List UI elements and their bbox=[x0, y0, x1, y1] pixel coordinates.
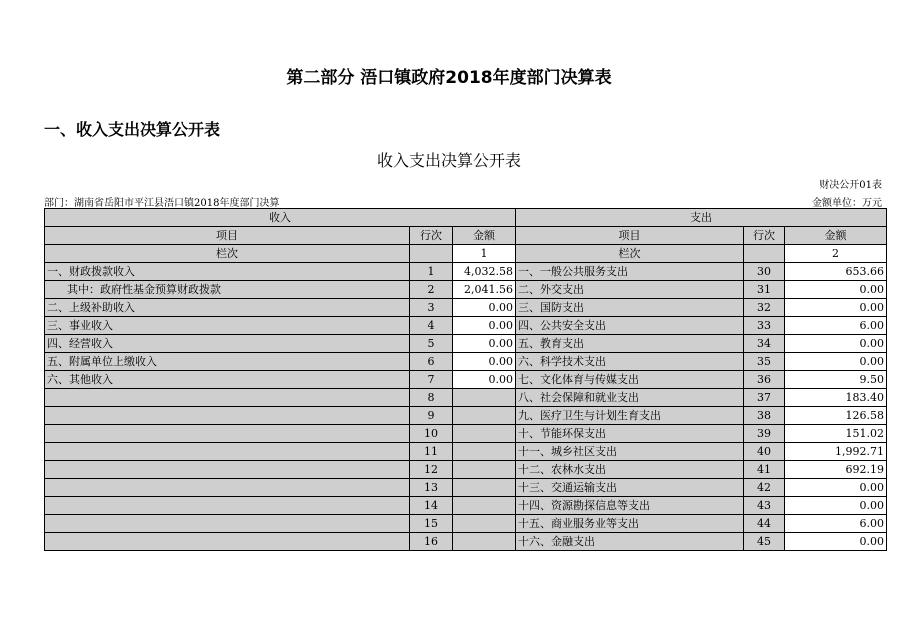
income-item: 四、经营收入 bbox=[45, 335, 410, 353]
expense-col-number: 2 bbox=[785, 245, 887, 263]
income-item bbox=[45, 443, 410, 461]
income-row-no: 9 bbox=[410, 407, 453, 425]
income-amount: 0.00 bbox=[453, 299, 516, 317]
expense-row-no: 32 bbox=[744, 299, 785, 317]
expense-item: 十二、农林水支出 bbox=[516, 461, 744, 479]
expense-amount: 151.02 bbox=[785, 425, 887, 443]
table-row bbox=[45, 371, 887, 389]
expense-header: 支出 bbox=[516, 209, 887, 227]
income-row-no: 7 bbox=[410, 371, 453, 389]
table-row bbox=[45, 461, 887, 479]
income-row-no: 12 bbox=[410, 461, 453, 479]
expense-amount: 0.00 bbox=[785, 281, 887, 299]
expense-col-label: 栏次 bbox=[516, 245, 744, 263]
income-row-no: 15 bbox=[410, 515, 453, 533]
table-row bbox=[45, 317, 887, 335]
income-item: 六、其他收入 bbox=[45, 371, 410, 389]
income-row-no: 3 bbox=[410, 299, 453, 317]
expense-row-no: 35 bbox=[744, 353, 785, 371]
income-item bbox=[45, 461, 410, 479]
expense-row-no: 34 bbox=[744, 335, 785, 353]
table-row bbox=[45, 407, 887, 425]
expense-item: 四、公共安全支出 bbox=[516, 317, 744, 335]
income-header: 收入 bbox=[45, 209, 516, 227]
expense-item: 八、社会保障和就业支出 bbox=[516, 389, 744, 407]
expense-row-no: 44 bbox=[744, 515, 785, 533]
income-item bbox=[45, 515, 410, 533]
expense-item: 三、国防支出 bbox=[516, 299, 744, 317]
income-col-label: 栏次 bbox=[45, 245, 410, 263]
income-item: 三、事业收入 bbox=[45, 317, 410, 335]
expense-row-no: 31 bbox=[744, 281, 785, 299]
expense-amount: 126.58 bbox=[785, 407, 887, 425]
income-item: 其中：政府性基金预算财政拨款 bbox=[45, 281, 410, 299]
table-row bbox=[45, 497, 887, 515]
table-title: 收入支出决算公开表 bbox=[376, 151, 521, 170]
expense-item: 十一、城乡社区支出 bbox=[516, 443, 744, 461]
table-row bbox=[45, 443, 887, 461]
income-amount-header: 金额 bbox=[453, 227, 516, 245]
expense-amount: 1,992.71 bbox=[785, 443, 887, 461]
income-amount bbox=[453, 389, 516, 407]
income-amount bbox=[453, 533, 516, 551]
header-row-col-label bbox=[45, 245, 887, 263]
expense-amount: 9.50 bbox=[785, 371, 887, 389]
expense-row-no: 40 bbox=[744, 443, 785, 461]
income-row-no: 14 bbox=[410, 497, 453, 515]
expense-row-no: 30 bbox=[744, 263, 785, 281]
income-row-no: 1 bbox=[410, 263, 453, 281]
income-item: 五、附属单位上缴收入 bbox=[45, 353, 410, 371]
expense-row-no: 39 bbox=[744, 425, 785, 443]
expense-amount: 692.19 bbox=[785, 461, 887, 479]
table-row bbox=[45, 389, 887, 407]
amount-unit-label: 金额单位：万元 bbox=[812, 198, 882, 209]
table-row bbox=[45, 299, 887, 317]
expense-amount: 6.00 bbox=[785, 515, 887, 533]
table-row bbox=[45, 335, 887, 353]
expense-item-header: 项目 bbox=[516, 227, 744, 245]
income-item: 一、财政拨款收入 bbox=[45, 263, 410, 281]
income-amount bbox=[453, 479, 516, 497]
income-amount bbox=[453, 443, 516, 461]
part-title: 第二部分 浯口镇政府2018年度部门决算表 bbox=[286, 68, 612, 88]
income-row-no: 11 bbox=[410, 443, 453, 461]
income-row-no: 2 bbox=[410, 281, 453, 299]
income-row-no: 8 bbox=[410, 389, 453, 407]
table-row bbox=[45, 515, 887, 533]
income-item bbox=[45, 407, 410, 425]
income-item bbox=[45, 479, 410, 497]
expense-item: 七、文化体育与传媒支出 bbox=[516, 371, 744, 389]
table-row bbox=[45, 479, 887, 497]
income-amount: 0.00 bbox=[453, 371, 516, 389]
income-item-header: 项目 bbox=[45, 227, 410, 245]
header-row-group bbox=[45, 209, 887, 227]
income-item bbox=[45, 425, 410, 443]
expense-amount: 0.00 bbox=[785, 479, 887, 497]
expense-item: 一、一般公共服务支出 bbox=[516, 263, 744, 281]
expense-item: 十三、交通运输支出 bbox=[516, 479, 744, 497]
income-row-no: 13 bbox=[410, 479, 453, 497]
expense-row-no: 41 bbox=[744, 461, 785, 479]
table-row bbox=[45, 281, 887, 299]
department-label: 部门：湖南省岳阳市平江县浯口镇2018年度部门决算 bbox=[44, 198, 280, 209]
income-row-no: 6 bbox=[410, 353, 453, 371]
income-amount: 0.00 bbox=[453, 317, 516, 335]
expense-amount: 0.00 bbox=[785, 497, 887, 515]
expense-row-no: 38 bbox=[744, 407, 785, 425]
expense-col-blank bbox=[744, 245, 785, 263]
header-row-columns bbox=[45, 227, 887, 245]
expense-item: 十、节能环保支出 bbox=[516, 425, 744, 443]
income-row-no-header: 行次 bbox=[410, 227, 453, 245]
income-row-no: 5 bbox=[410, 335, 453, 353]
income-col-number: 1 bbox=[453, 245, 516, 263]
income-amount: 2,041.56 bbox=[453, 281, 516, 299]
income-row-no: 4 bbox=[410, 317, 453, 335]
income-item bbox=[45, 497, 410, 515]
table-row bbox=[45, 533, 887, 551]
income-item bbox=[45, 389, 410, 407]
expense-amount: 183.40 bbox=[785, 389, 887, 407]
income-item bbox=[45, 533, 410, 551]
expense-amount: 6.00 bbox=[785, 317, 887, 335]
expense-row-no: 33 bbox=[744, 317, 785, 335]
expense-item: 六、科学技术支出 bbox=[516, 353, 744, 371]
expense-item: 十四、资源勘探信息等支出 bbox=[516, 497, 744, 515]
income-amount: 4,032.58 bbox=[453, 263, 516, 281]
expense-row-no: 36 bbox=[744, 371, 785, 389]
expense-row-no: 45 bbox=[744, 533, 785, 551]
income-amount bbox=[453, 425, 516, 443]
income-col-blank bbox=[410, 245, 453, 263]
expense-row-no: 37 bbox=[744, 389, 785, 407]
expense-row-no: 43 bbox=[744, 497, 785, 515]
expense-amount: 0.00 bbox=[785, 299, 887, 317]
table-row bbox=[45, 425, 887, 443]
income-amount bbox=[453, 407, 516, 425]
income-item: 二、上级补助收入 bbox=[45, 299, 410, 317]
income-expense-table bbox=[44, 208, 887, 551]
expense-amount: 0.00 bbox=[785, 353, 887, 371]
income-amount: 0.00 bbox=[453, 353, 516, 371]
expense-item: 十六、金融支出 bbox=[516, 533, 744, 551]
expense-amount-header: 金额 bbox=[785, 227, 887, 245]
expense-row-no: 42 bbox=[744, 479, 785, 497]
form-number: 财决公开01表 bbox=[819, 180, 882, 191]
table-row bbox=[45, 353, 887, 371]
income-amount bbox=[453, 515, 516, 533]
expense-amount: 653.66 bbox=[785, 263, 887, 281]
expense-item: 十五、商业服务业等支出 bbox=[516, 515, 744, 533]
table-row bbox=[45, 263, 887, 281]
expense-item: 九、医疗卫生与计划生育支出 bbox=[516, 407, 744, 425]
income-amount: 0.00 bbox=[453, 335, 516, 353]
expense-row-no-header: 行次 bbox=[744, 227, 785, 245]
expense-amount: 0.00 bbox=[785, 335, 887, 353]
expense-item: 二、外交支出 bbox=[516, 281, 744, 299]
expense-amount: 0.00 bbox=[785, 533, 887, 551]
income-row-no: 16 bbox=[410, 533, 453, 551]
income-amount bbox=[453, 461, 516, 479]
income-row-no: 10 bbox=[410, 425, 453, 443]
section-title: 一、收入支出决算公开表 bbox=[44, 120, 221, 139]
expense-item: 五、教育支出 bbox=[516, 335, 744, 353]
income-amount bbox=[453, 497, 516, 515]
